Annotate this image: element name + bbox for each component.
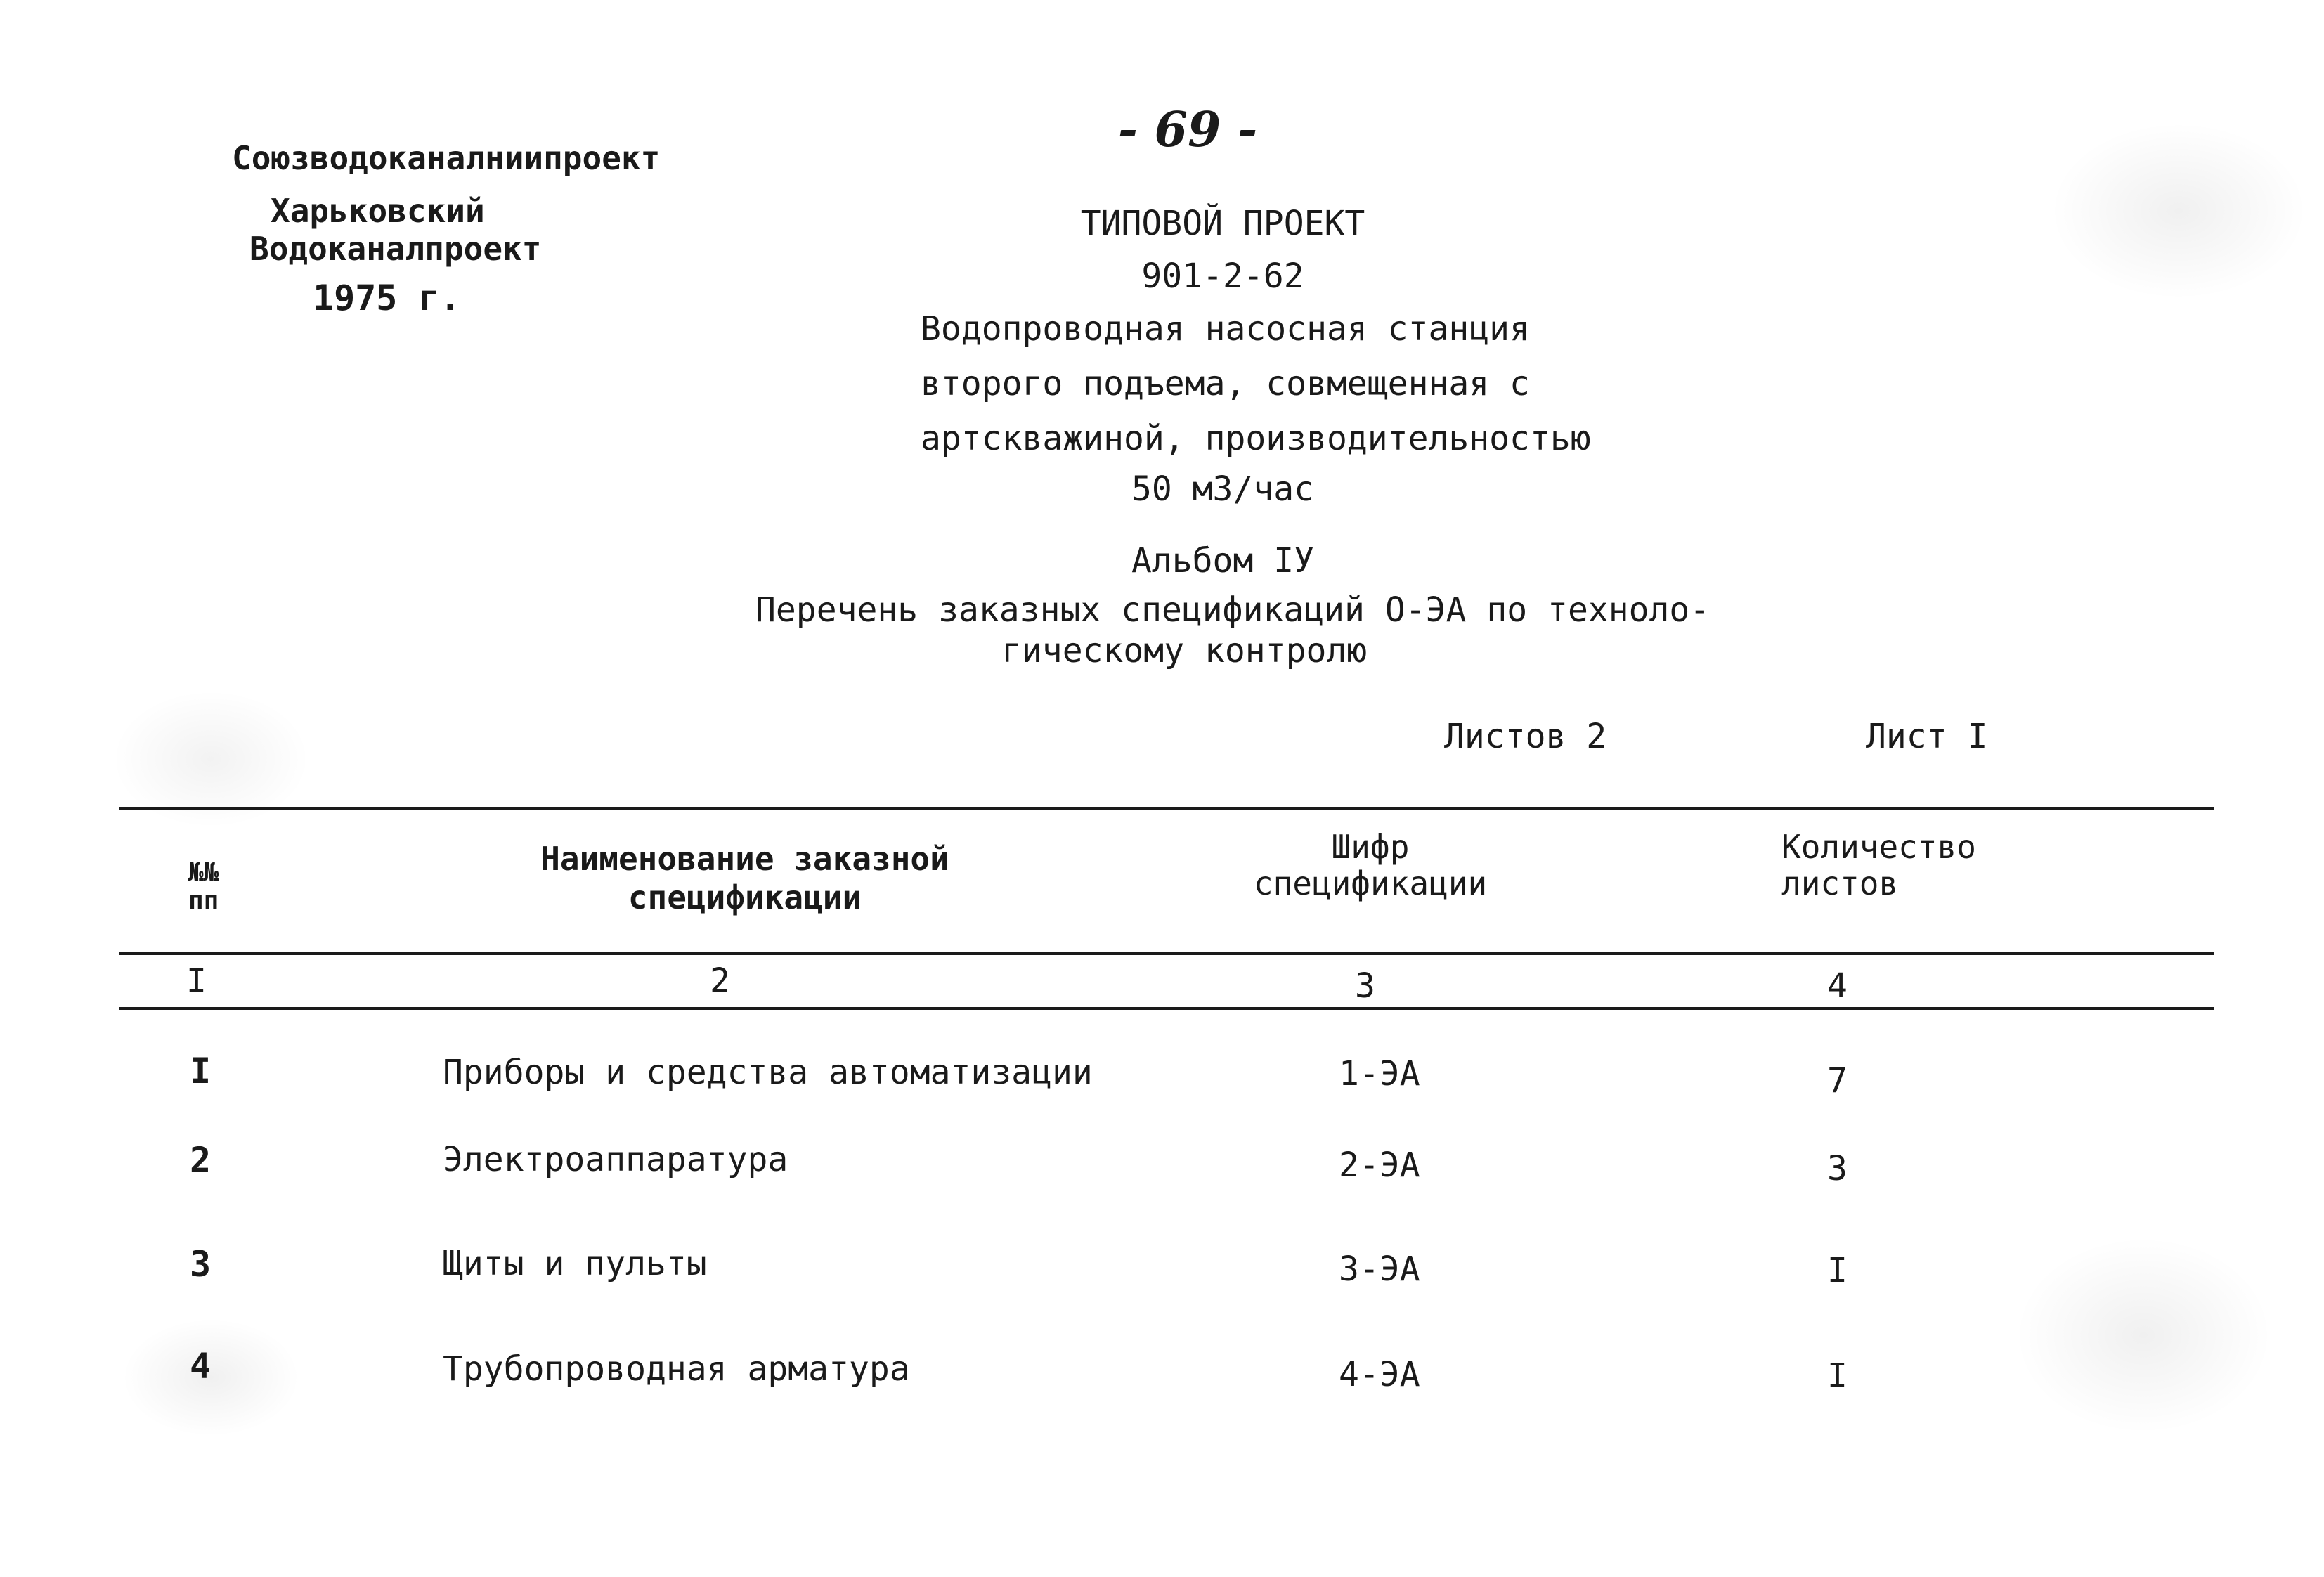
table-row-2-code: 2-ЭА	[1339, 1146, 1420, 1185]
table-row-3-code: 3-ЭА	[1339, 1250, 1420, 1289]
table-row-1-code: 1-ЭА	[1339, 1054, 1420, 1093]
org-institute: Водоканалпроект	[249, 230, 542, 268]
table-row-4-code: 4-ЭА	[1339, 1355, 1420, 1394]
header-row-number: №№ пп	[188, 858, 219, 915]
list-title-line1: Перечень заказных спецификаций О-ЭА по техноло-	[755, 590, 1710, 630]
table-row-2-number: 2	[190, 1140, 212, 1181]
table-row-1-sheets: 7	[1827, 1061, 1848, 1101]
header-code-line1: Шифр	[1331, 828, 1410, 866]
header-sheets-line1: Количество	[1781, 828, 1976, 866]
table-row-3-name: Щиты и пульты	[443, 1244, 707, 1283]
project-type: ТИПОВОЙ ПРОЕКТ	[1080, 204, 1365, 243]
colnum-4: 4	[1827, 966, 1848, 1006]
table-row-1-number: I	[190, 1051, 212, 1091]
org-city: Харьковский	[271, 192, 485, 230]
table-top-rule	[119, 807, 2214, 810]
album-label: Альбом IУ	[1131, 541, 1315, 580]
list-title-line2: гическому контролю	[1001, 631, 1368, 670]
colnum-2: 2	[710, 961, 730, 1001]
table-row-4-sheets: I	[1827, 1356, 1848, 1396]
header-code-line2: спецификации	[1253, 864, 1488, 902]
sheets-total: Листов 2	[1444, 717, 1607, 756]
project-code: 901-2-62	[1141, 257, 1304, 296]
table-row-2-name: Электроаппаратура	[443, 1140, 788, 1179]
project-title-line3: артскважиной, производительностью	[921, 419, 1591, 458]
org-name: Союзводоканалниипроект	[232, 139, 661, 177]
table-row-3-sheets: I	[1827, 1251, 1848, 1290]
table-header-rule	[119, 952, 2214, 955]
header-sheets-line2: листов	[1781, 864, 1899, 902]
table-row-2-sheets: 3	[1827, 1149, 1848, 1188]
org-year: 1975 г.	[313, 278, 461, 318]
table-row-1-name: Приборы и средства автоматизации	[443, 1053, 1093, 1092]
table-row-4-number: 4	[190, 1346, 212, 1387]
header-name-line1: Наименование заказной	[540, 840, 949, 878]
colnum-1: I	[186, 961, 207, 1001]
table-row-3-number: 3	[190, 1244, 212, 1285]
table-row-4-name: Трубопроводная арматура	[443, 1349, 910, 1389]
sheet-current: Лист I	[1866, 717, 1988, 756]
project-capacity: 50 м3/час	[1131, 469, 1315, 509]
table-colnum-rule	[119, 1007, 2214, 1010]
header-name-line2: спецификации	[628, 878, 862, 916]
colnum-3: 3	[1355, 966, 1375, 1006]
page-number: - 69 -	[1117, 102, 1258, 158]
project-title-line2: второго подъема, совмещенная с	[921, 364, 1530, 403]
project-title-line1: Водопроводная насосная станция	[921, 309, 1530, 349]
